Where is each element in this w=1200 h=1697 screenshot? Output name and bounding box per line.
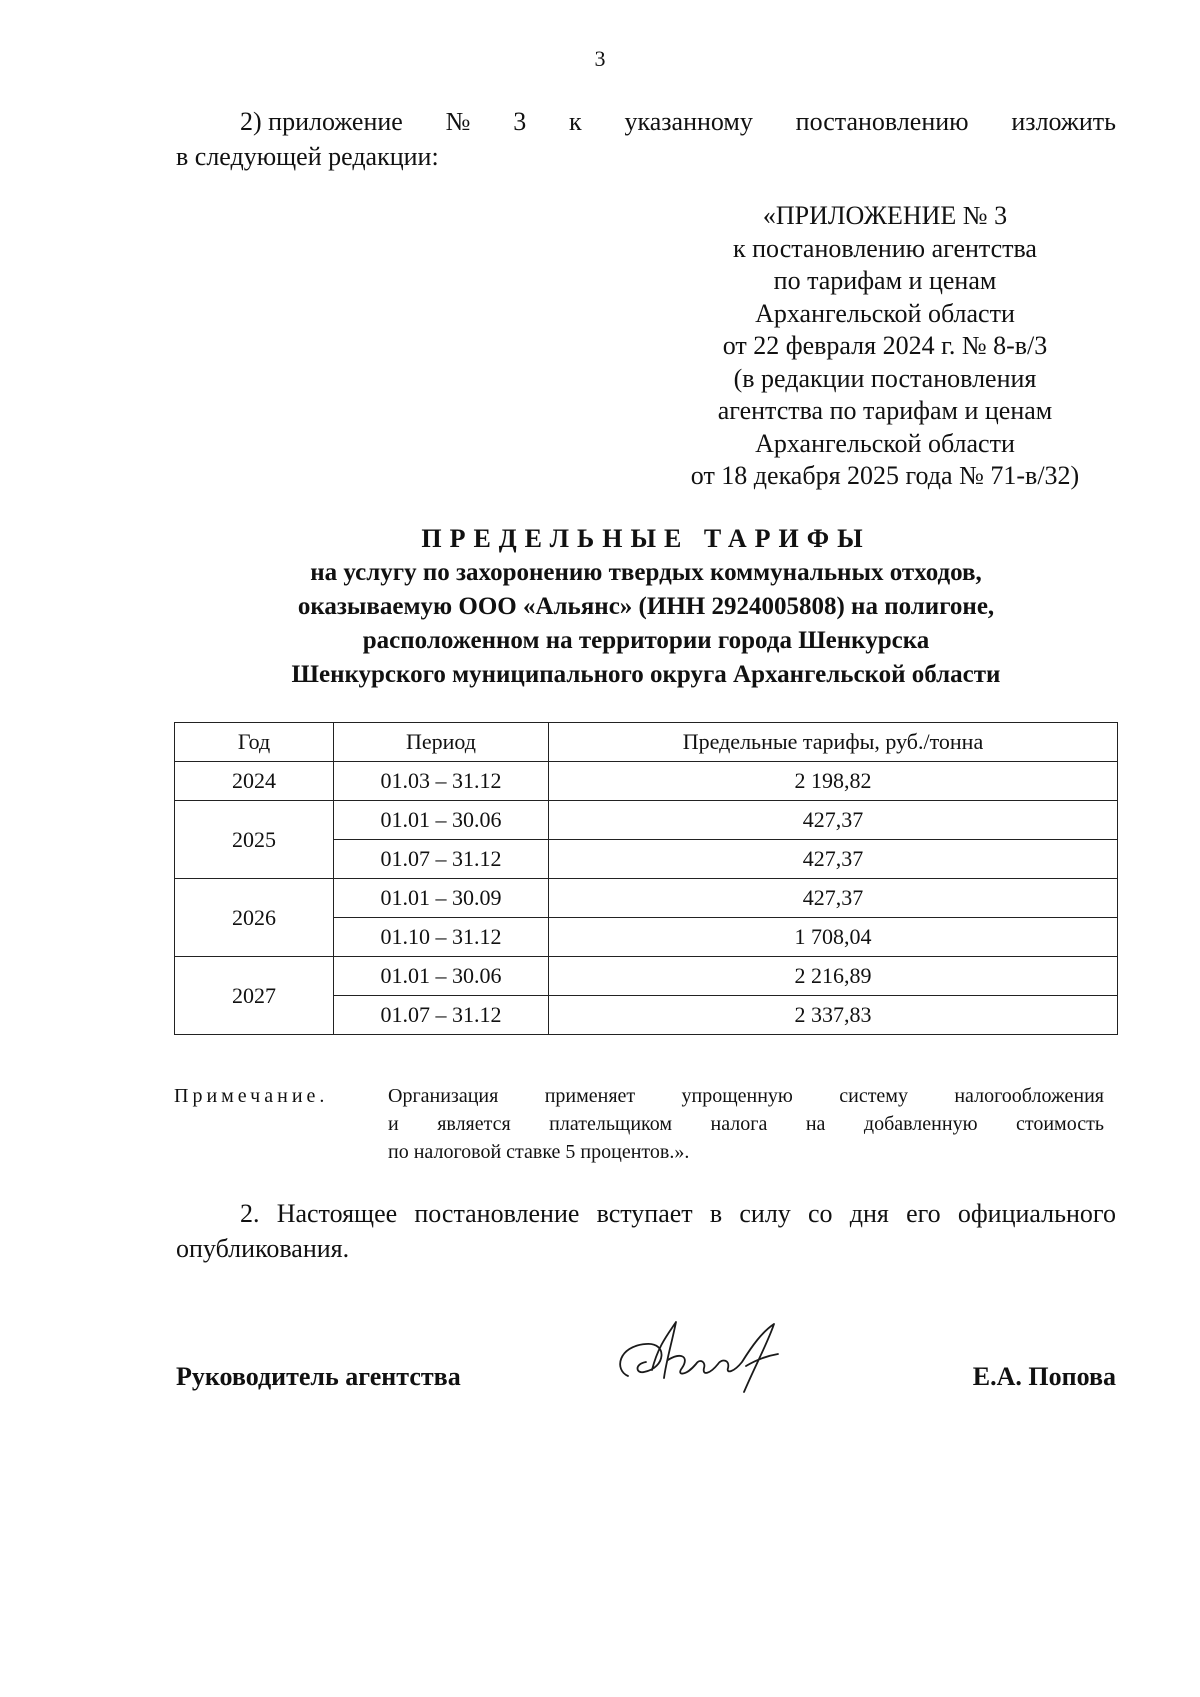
appendix-line: по тарифам и ценам bbox=[773, 266, 997, 295]
header-year: Год bbox=[175, 723, 334, 762]
appendix-line: «ПРИЛОЖЕНИЕ № 3 bbox=[762, 201, 1008, 230]
title-main: ПРЕДЕЛЬНЫЕ ТАРИФЫ bbox=[421, 524, 871, 553]
note-word: Организация bbox=[388, 1085, 499, 1107]
effect-paragraph bbox=[176, 1196, 1116, 1266]
handwritten-signature bbox=[606, 1306, 806, 1406]
table-header-row bbox=[175, 723, 1118, 762]
title-sub-line: Шенкурского муниципального округа Архангельской области bbox=[291, 661, 1001, 688]
appendix-line: Архангельской области bbox=[755, 298, 1015, 328]
note-word: стоимость bbox=[1016, 1113, 1104, 1135]
note-word: добавленную bbox=[863, 1113, 978, 1135]
item-2-word: указанному bbox=[624, 107, 753, 136]
effect-line-2: опубликования. bbox=[176, 1234, 350, 1263]
header-period: Период bbox=[334, 723, 549, 762]
appendix-line: от 18 декабря 2025 года № 71-в/32) bbox=[690, 461, 1080, 490]
note-word: налогообложения bbox=[954, 1085, 1104, 1107]
signature-name: Е.А. Попова bbox=[972, 1362, 1116, 1391]
title-sub-line: расположенном на территории города Шенкурска bbox=[362, 627, 930, 654]
note-word: является bbox=[437, 1113, 511, 1135]
effect-word: постановление bbox=[414, 1199, 580, 1228]
document-title bbox=[176, 522, 1116, 692]
page-number: 3 bbox=[594, 46, 606, 71]
note-word: плательщиком bbox=[549, 1113, 673, 1135]
effect-word: в bbox=[709, 1199, 723, 1228]
table-row bbox=[175, 801, 1118, 840]
item-2-line-1 bbox=[176, 104, 1116, 139]
note-line-2 bbox=[388, 1110, 1104, 1138]
title-sub-line: оказываемую ООО «Альянс» (ИНН 2924005808) на полигоне, bbox=[297, 593, 995, 620]
item-2-line-2: в следующей редакции: bbox=[176, 142, 439, 171]
item-2-word: постановлению bbox=[795, 107, 969, 136]
note-word: на bbox=[805, 1113, 826, 1135]
note-line-1 bbox=[388, 1082, 1104, 1110]
title-sub-line: на услугу по захоронению твердых коммунальных отходов, bbox=[310, 559, 982, 586]
effect-word: его bbox=[906, 1199, 941, 1228]
effect-word: 2. bbox=[240, 1199, 260, 1228]
table-row bbox=[175, 762, 1118, 801]
effect-word: Настоящее bbox=[276, 1199, 398, 1228]
cell-period: 01.07 – 31.12 bbox=[334, 996, 549, 1035]
note-word: упрощенную bbox=[681, 1085, 793, 1107]
cell-period: 01.01 – 30.06 bbox=[334, 801, 549, 840]
cell-year: 2024 bbox=[175, 762, 334, 801]
tariff-table bbox=[174, 722, 1118, 1035]
effect-word: дня bbox=[849, 1199, 889, 1228]
appendix-line: агентства по тарифам и ценам bbox=[717, 396, 1053, 425]
effect-line-1 bbox=[176, 1196, 1116, 1231]
note-word: и bbox=[388, 1113, 399, 1135]
note-text bbox=[388, 1082, 1104, 1166]
item-2-word: изложить bbox=[1011, 107, 1116, 136]
cell-year: 2027 bbox=[175, 957, 334, 1035]
signature-role: Руководитель агентства bbox=[176, 1362, 461, 1391]
item-2-word: 3 bbox=[513, 107, 527, 136]
note-word: применяет bbox=[544, 1085, 636, 1107]
cell-period: 01.07 – 31.12 bbox=[334, 840, 549, 879]
cell-year: 2025 bbox=[175, 801, 334, 879]
effect-word: официального bbox=[957, 1199, 1116, 1228]
item-2-paragraph bbox=[176, 104, 1116, 174]
effect-word: вступает bbox=[596, 1199, 693, 1228]
effect-word: силу bbox=[739, 1199, 791, 1228]
table-row bbox=[175, 879, 1118, 918]
cell-tariff: 427,37 bbox=[549, 840, 1118, 879]
cell-period: 01.01 – 30.06 bbox=[334, 957, 549, 996]
note-word: систему bbox=[839, 1085, 908, 1107]
effect-word: со bbox=[808, 1199, 833, 1228]
table-row bbox=[175, 957, 1118, 996]
cell-year: 2026 bbox=[175, 879, 334, 957]
appendix-header bbox=[600, 200, 1170, 493]
cell-period: 01.01 – 30.09 bbox=[334, 879, 549, 918]
item-2-word: 2) приложение bbox=[240, 107, 403, 136]
appendix-line: (в редакции постановления bbox=[733, 363, 1037, 393]
cell-period: 01.03 – 31.12 bbox=[334, 762, 549, 801]
appendix-line: к постановлению агентства bbox=[733, 233, 1037, 263]
cell-tariff: 1 708,04 bbox=[549, 918, 1118, 957]
note-label: Примечание. bbox=[174, 1085, 329, 1107]
cell-tariff: 2 198,82 bbox=[549, 762, 1118, 801]
cell-period: 01.10 – 31.12 bbox=[334, 918, 549, 957]
cell-tariff: 2 216,89 bbox=[549, 957, 1118, 996]
note-word: налога bbox=[710, 1113, 768, 1135]
cell-tariff: 2 337,83 bbox=[549, 996, 1118, 1035]
cell-tariff: 427,37 bbox=[549, 879, 1118, 918]
note-line-3: по налоговой ставке 5 процентов.». bbox=[388, 1141, 690, 1163]
header-tariff: Предельные тарифы, руб./тонна bbox=[549, 723, 1118, 762]
item-2-word: № bbox=[445, 107, 471, 136]
appendix-line: Архангельской области bbox=[755, 428, 1015, 458]
cell-tariff: 427,37 bbox=[549, 801, 1118, 840]
note bbox=[174, 1082, 1114, 1166]
appendix-line: от 22 февраля 2024 г. № 8-в/3 bbox=[722, 331, 1048, 360]
item-2-word: к bbox=[569, 107, 582, 136]
